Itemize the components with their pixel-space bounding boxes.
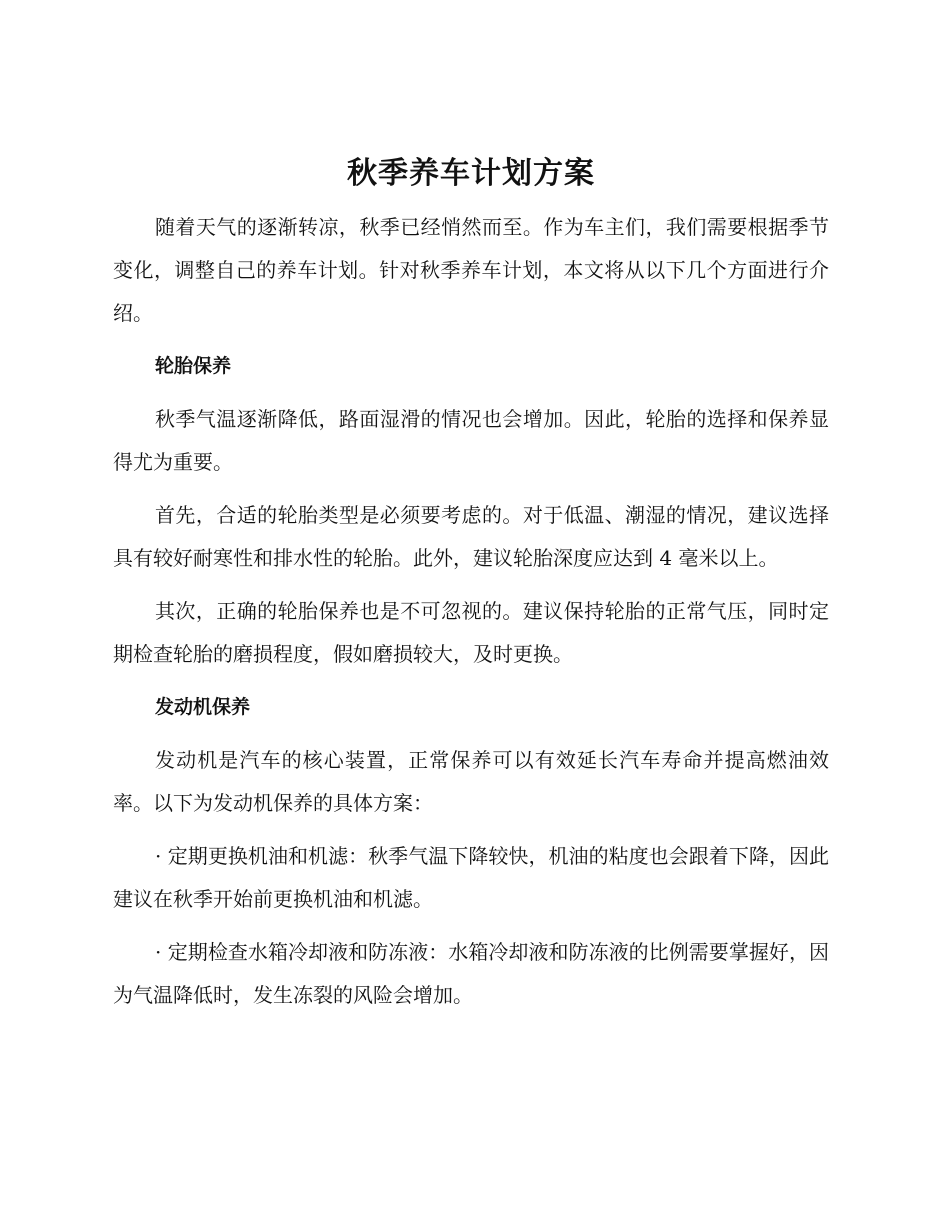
document-title: 秋季养车计划方案 (347, 156, 595, 191)
section-heading-engine-maintenance: 发动机保养 (155, 696, 251, 718)
section-heading-tire-maintenance: 轮胎保养 (155, 355, 232, 377)
engine-bullet-coolant: · 定期检查水箱冷却液和防冻液：水箱冷却液和防冻液的比例需要掌握好，因为气温降低时，发生冻裂的风险会增加。 (113, 940, 829, 1007)
intro-paragraph: 随着天气的逐渐转凉，秋季已经悄然而至。作为车主们，我们需要根据季节变化，调整自己的养车计划。针对秋季养车计划，本文将从以下几个方面进行介绍。 (113, 215, 829, 325)
tire-paragraph-3: 其次，正确的轮胎保养也是不可忽视的。建议保持轮胎的正常气压，同时定期检查轮胎的磨损程度，假如磨损较大，及时更换。 (113, 599, 829, 666)
engine-bullet-oil-filter: · 定期更换机油和机滤：秋季气温下降较快，机油的粘度也会跟着下降，因此建议在秋季开始前更换机油和机滤。 (113, 844, 829, 911)
engine-paragraph-1: 发动机是汽车的核心装置，正常保养可以有效延长汽车寿命并提高燃油效率。以下为发动机保养的具体方案： (113, 748, 829, 815)
tire-paragraph-1: 秋季气温逐渐降低，路面湿滑的情况也会增加。因此，轮胎的选择和保养显得尤为重要。 (113, 407, 829, 474)
document-body (113, 148, 829, 1027)
tire-paragraph-2: 首先，合适的轮胎类型是必须要考虑的。对于低温、潮湿的情况，建议选择具有较好耐寒性和排水性的轮胎。此外，建议轮胎深度应达到 4 毫米以上。 (113, 503, 829, 570)
